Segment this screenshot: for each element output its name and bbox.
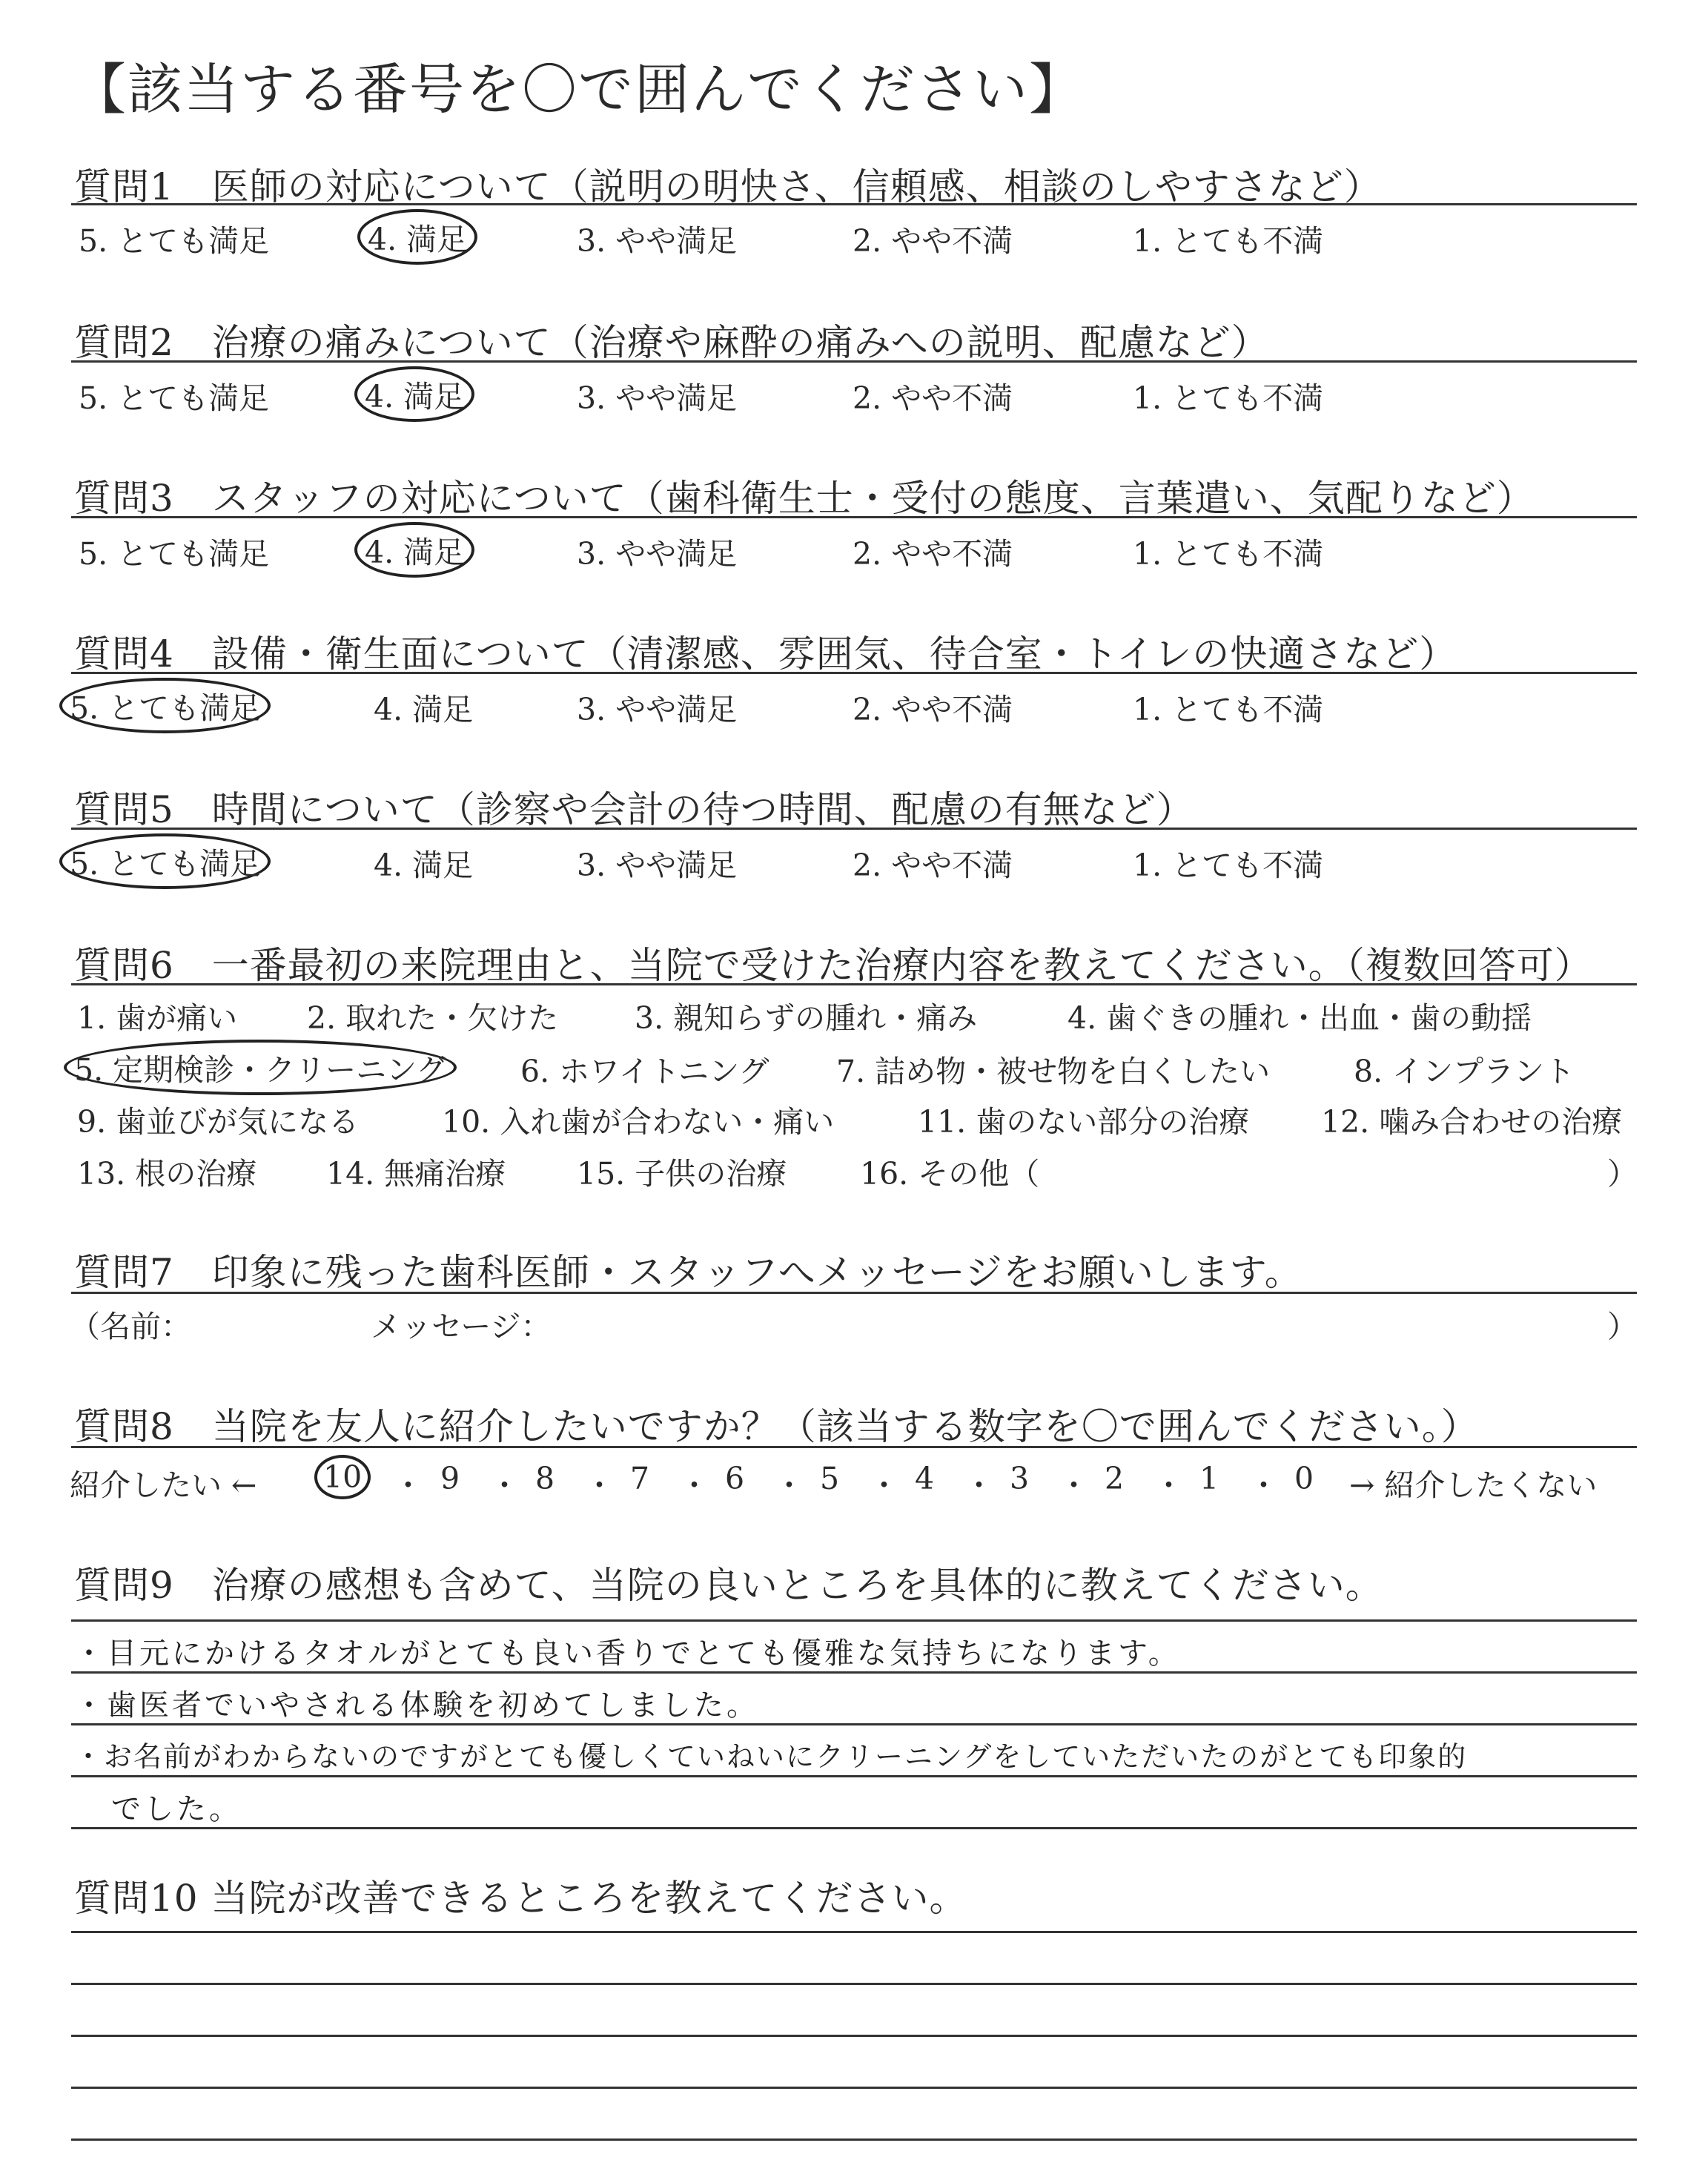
option-3[interactable]: 3. やや満足 bbox=[577, 536, 738, 572]
option-5[interactable]: 5. とても満足 bbox=[79, 536, 270, 572]
scale-5[interactable]: 5 bbox=[820, 1461, 840, 1496]
reason-option[interactable]: 11. 歯のない部分の治療 bbox=[918, 1104, 1250, 1140]
scale-0[interactable]: 0 bbox=[1294, 1461, 1314, 1496]
close-paren: ） bbox=[1607, 1156, 1638, 1192]
option-3[interactable]: 3. やや満足 bbox=[577, 692, 738, 727]
answer-line[interactable] bbox=[71, 2087, 1637, 2089]
option-5-selected[interactable]: 5. とても満足 bbox=[59, 678, 271, 733]
scale-2[interactable]: 2 bbox=[1105, 1461, 1125, 1496]
option-5-selected[interactable]: 5. とても満足 bbox=[59, 833, 271, 889]
option-5[interactable]: 5. とても満足 bbox=[79, 223, 270, 259]
option-3[interactable]: 3. やや満足 bbox=[577, 848, 738, 883]
recommend-left-label: 紹介したい ← bbox=[70, 1467, 257, 1503]
reason-option[interactable]: 15. 子供の治療 bbox=[577, 1156, 787, 1192]
option-1[interactable]: 1. とても不満 bbox=[1133, 380, 1324, 416]
option-4-selected[interactable]: 4. 満足 bbox=[357, 209, 477, 265]
divider bbox=[71, 360, 1637, 363]
answer-line[interactable] bbox=[71, 1983, 1637, 1985]
divider bbox=[71, 672, 1637, 674]
scale-1[interactable]: 1 bbox=[1199, 1461, 1219, 1496]
answer-line bbox=[71, 1827, 1637, 1829]
option-2[interactable]: 2. やや不満 bbox=[853, 223, 1013, 259]
question-title: 質問8 当院を友人に紹介したいですか？（該当する数字を〇で囲んでください。） bbox=[74, 1405, 1479, 1448]
reason-option[interactable]: 12. 噛み合わせの治療 bbox=[1321, 1104, 1623, 1140]
message-label: メッセージ： bbox=[371, 1309, 552, 1344]
page-title: 【該当する番号を〇で囲んでください】 bbox=[71, 58, 1085, 122]
option-2[interactable]: 2. やや不満 bbox=[853, 848, 1013, 883]
answer-line bbox=[71, 1775, 1637, 1777]
answer-line[interactable] bbox=[71, 2138, 1637, 2141]
question-title: 質問6 一番最初の来院理由と、当院で受けた治療内容を教えてください。（複数回答可） bbox=[74, 944, 1592, 987]
question-title: 質問10 当院が改善できるところを教えてください。 bbox=[74, 1877, 967, 1920]
answer-line bbox=[71, 1723, 1637, 1725]
option-2[interactable]: 2. やや不満 bbox=[853, 536, 1013, 572]
option-4[interactable]: 4. 満足 bbox=[374, 848, 474, 883]
reason-option[interactable]: 2. 取れた・欠けた bbox=[307, 1000, 559, 1036]
reason-option-selected[interactable]: 5. 定期検診・クリーニング bbox=[64, 1040, 457, 1095]
option-1[interactable]: 1. とても不満 bbox=[1133, 692, 1324, 727]
reason-option[interactable]: 4. 歯ぐきの腫れ・出血・歯の動揺 bbox=[1068, 1000, 1532, 1036]
option-5[interactable]: 5. とても満足 bbox=[79, 380, 270, 416]
scale-6[interactable]: 6 bbox=[725, 1461, 745, 1496]
reason-option[interactable]: 10. 入れ歯が合わない・痛い bbox=[442, 1104, 835, 1140]
scale-7[interactable]: 7 bbox=[630, 1461, 650, 1496]
option-3[interactable]: 3. やや満足 bbox=[577, 380, 738, 416]
option-1[interactable]: 1. とても不満 bbox=[1133, 536, 1324, 572]
option-3[interactable]: 3. やや満足 bbox=[577, 223, 738, 259]
reason-option[interactable]: 6. ホワイトニング bbox=[520, 1054, 769, 1089]
answer-line[interactable] bbox=[71, 1931, 1637, 1933]
divider bbox=[71, 1292, 1637, 1294]
reason-option-other[interactable]: 16. その他（ bbox=[860, 1156, 1040, 1192]
scale-3[interactable]: 3 bbox=[1010, 1461, 1030, 1496]
reason-option[interactable]: 3. 親知らずの腫れ・痛み bbox=[635, 1000, 978, 1036]
question-title: 質問7 印象に残った歯科医師・スタッフへメッセージをお願いします。 bbox=[74, 1251, 1302, 1294]
option-4-selected[interactable]: 4. 満足 bbox=[354, 366, 474, 422]
scale-8[interactable]: 8 bbox=[535, 1461, 555, 1496]
option-2[interactable]: 2. やや不満 bbox=[853, 380, 1013, 416]
question-title: 質問2 治療の痛みについて（治療や麻酔の痛みへの説明、配慮など） bbox=[74, 321, 1269, 364]
option-4[interactable]: 4. 満足 bbox=[374, 692, 474, 727]
close-paren: ） bbox=[1607, 1309, 1638, 1344]
question-title: 質問3 スタッフの対応について（歯科衛生士・受付の態度、言葉遣い、気配りなど） bbox=[74, 477, 1535, 520]
question-title: 質問4 設備・衛生面について（清潔感、雰囲気、待合室・トイレの快適さなど） bbox=[74, 633, 1457, 676]
reason-option[interactable]: 13. 根の治療 bbox=[77, 1156, 257, 1192]
recommend-right-label: → 紹介したくない bbox=[1349, 1467, 1598, 1503]
question-title: 質問5 時間について（診察や会計の待つ時間、配慮の有無など） bbox=[74, 788, 1194, 831]
option-1[interactable]: 1. とても不満 bbox=[1133, 223, 1324, 259]
reason-option[interactable]: 7. 詰め物・被せ物を白くしたい bbox=[836, 1054, 1271, 1089]
option-1[interactable]: 1. とても不満 bbox=[1133, 848, 1324, 883]
scale-10-selected[interactable]: 10 bbox=[314, 1455, 371, 1499]
name-label: （名前： bbox=[70, 1309, 191, 1344]
handwritten-answer: でした。 bbox=[111, 1792, 242, 1826]
divider bbox=[71, 203, 1637, 205]
handwritten-answer: ・目元にかけるタオルがとても良い香りでとても優雅な気持ちになります。 bbox=[74, 1636, 1181, 1671]
reason-option[interactable]: 14. 無痛治療 bbox=[326, 1156, 506, 1192]
reason-option[interactable]: 9. 歯並びが気になる bbox=[77, 1104, 360, 1140]
answer-line bbox=[71, 1671, 1637, 1674]
answer-line bbox=[71, 1619, 1637, 1622]
divider bbox=[71, 1446, 1637, 1448]
answer-line[interactable] bbox=[71, 2035, 1637, 2037]
scale-9[interactable]: 9 bbox=[440, 1461, 460, 1496]
question-title: 質問9 治療の感想も含めて、当院の良いところを具体的に教えてください。 bbox=[74, 1564, 1383, 1607]
divider bbox=[71, 828, 1637, 830]
option-2[interactable]: 2. やや不満 bbox=[853, 692, 1013, 727]
option-4-selected[interactable]: 4. 満足 bbox=[354, 522, 474, 578]
question-title: 質問1 医師の対応について（説明の明快さ、信頼感、相談のしやすさなど） bbox=[74, 165, 1382, 208]
scale-4[interactable]: 4 bbox=[915, 1461, 935, 1496]
divider bbox=[71, 983, 1637, 985]
reason-option[interactable]: 1. 歯が痛い bbox=[77, 1000, 238, 1036]
handwritten-answer: ・歯医者でいやされる体験を初めてしました。 bbox=[74, 1688, 759, 1723]
handwritten-answer: ・お名前がわからないのですがとても優しくていねいにクリーニングをしていただいたのがとても印象的 bbox=[74, 1740, 1468, 1773]
reason-option[interactable]: 8. インプラント bbox=[1354, 1054, 1575, 1089]
divider bbox=[71, 516, 1637, 518]
